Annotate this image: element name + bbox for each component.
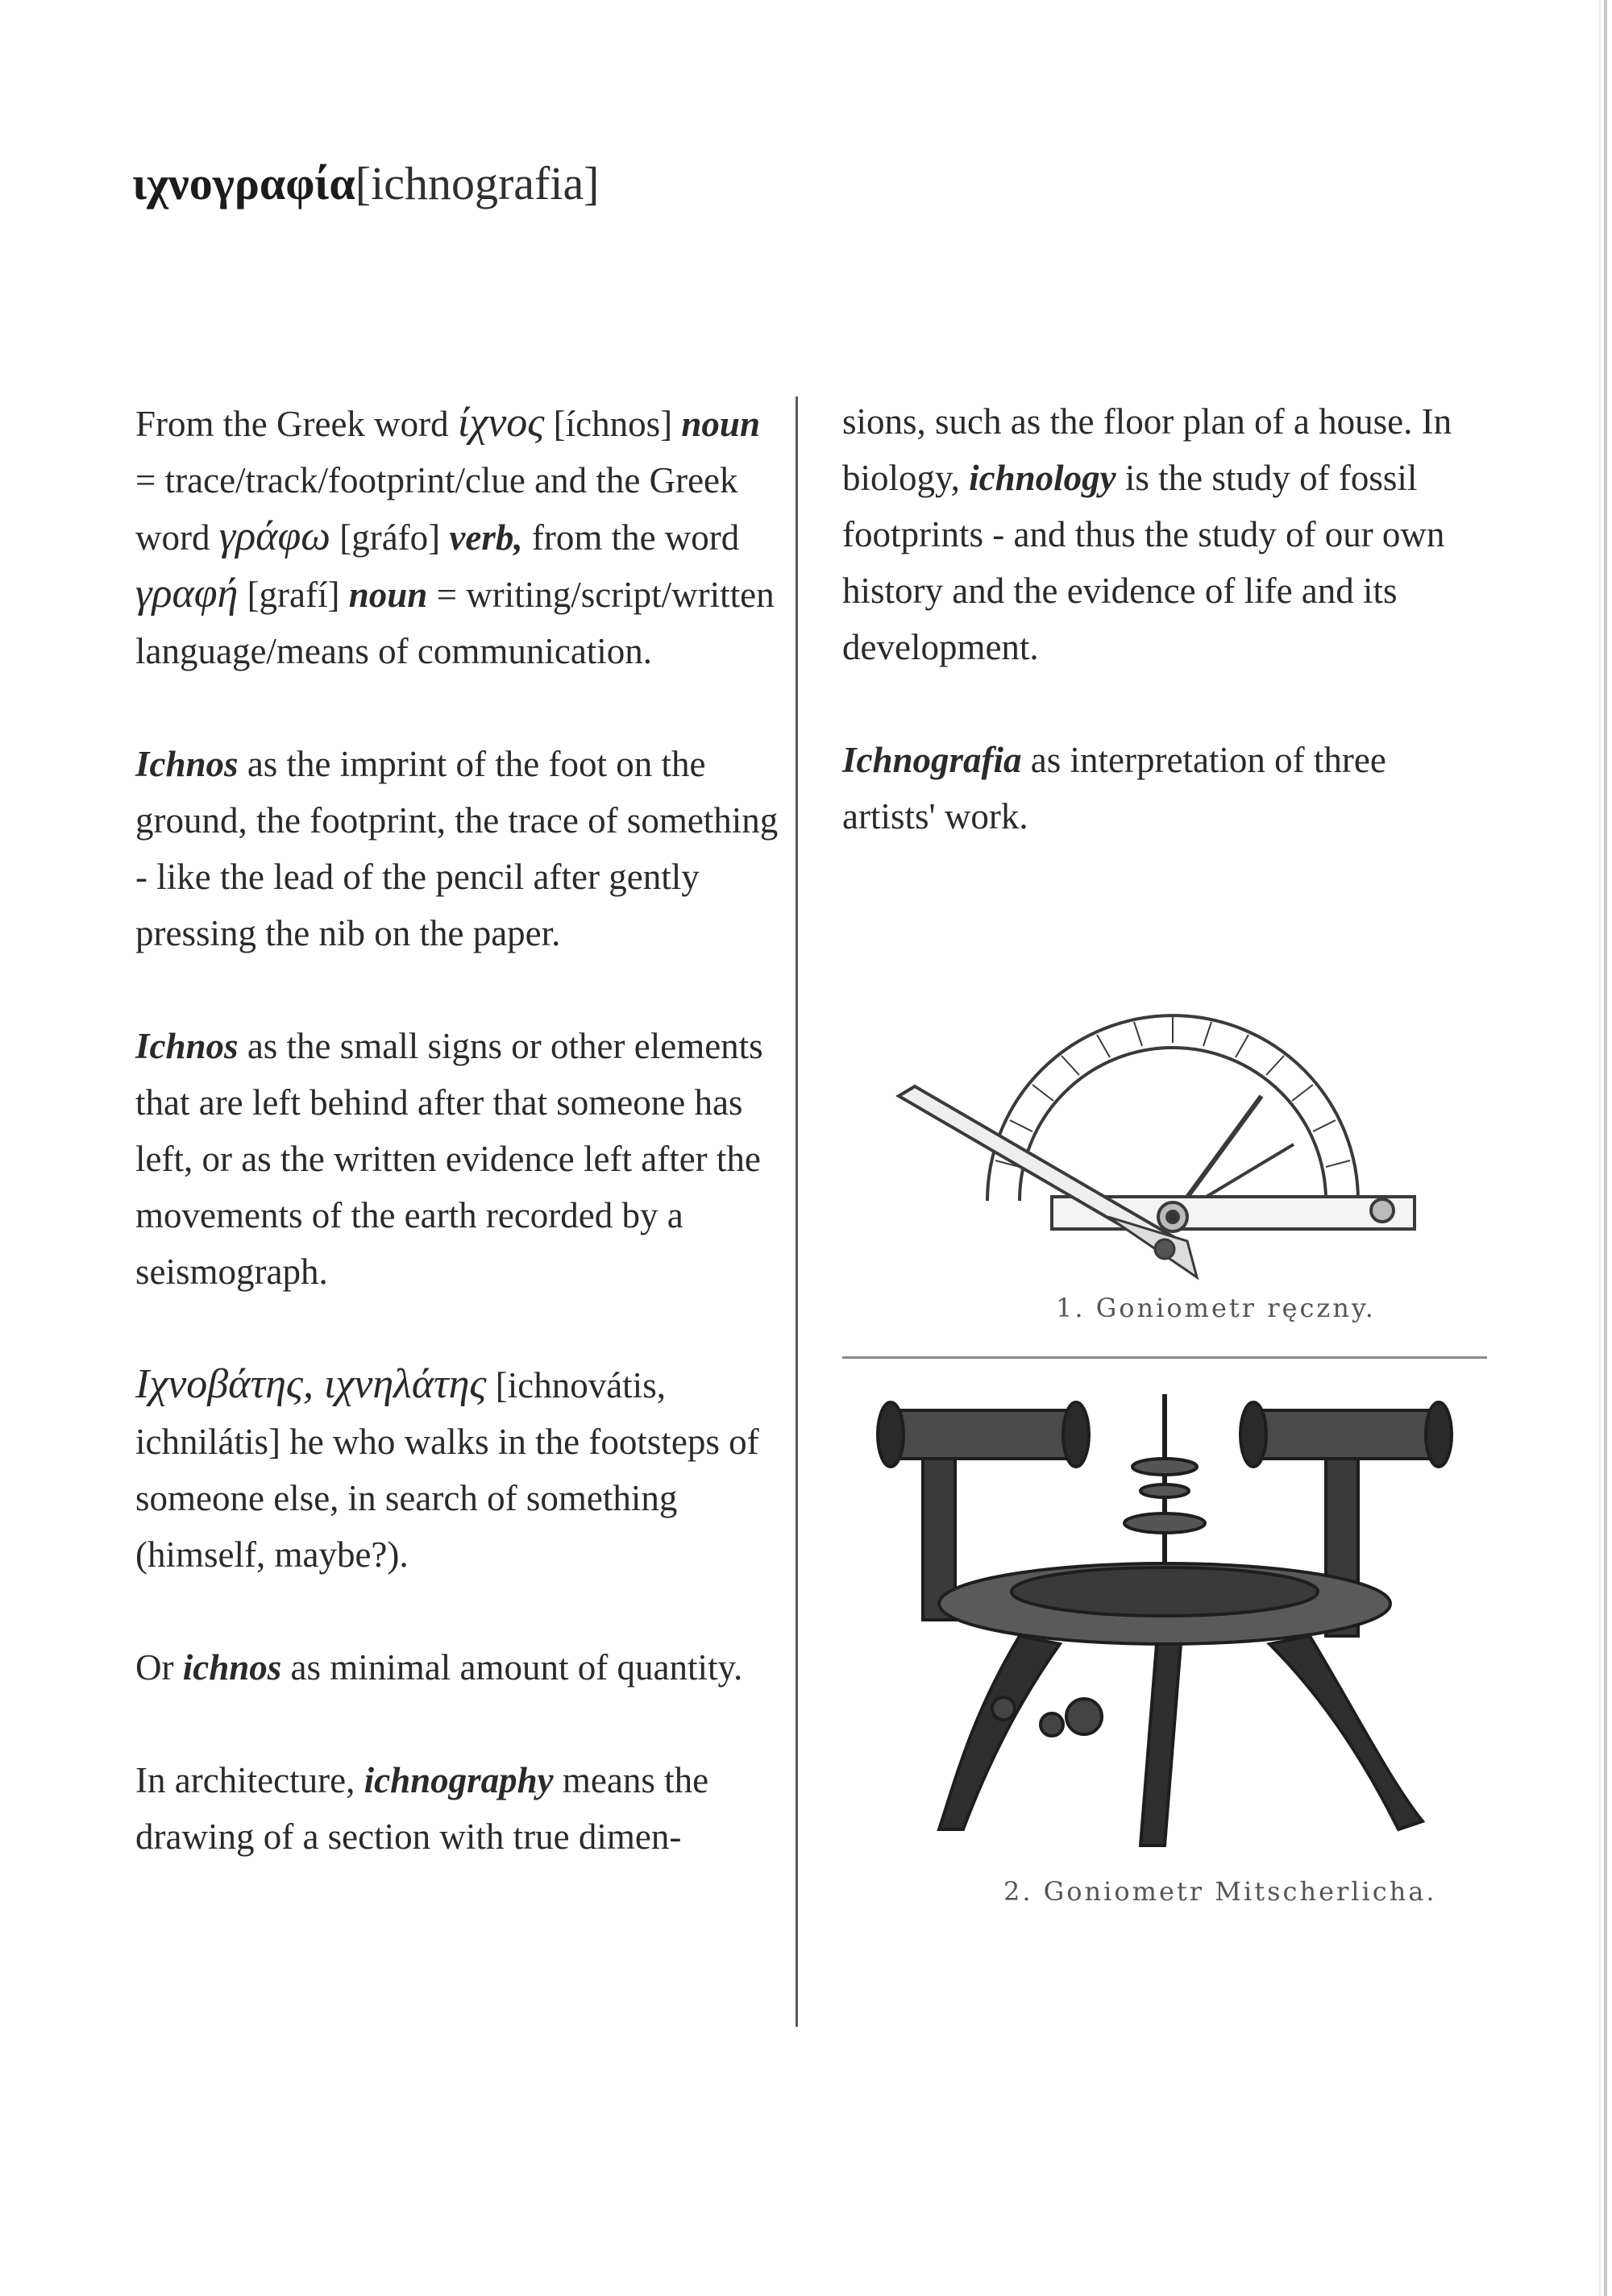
paragraph-biology <box>842 393 1487 675</box>
paragraph-ichnos-imprint <box>135 736 780 961</box>
page-edge-shadow <box>1599 0 1601 2296</box>
paragraph-etymology <box>135 395 780 679</box>
text: Or <box>135 1647 183 1688</box>
greek-word-grafi: γραφή <box>135 571 239 617</box>
text: sions, such as the floor plan of a house. In biology, <box>842 401 1452 498</box>
paragraph-interpretation <box>842 732 1487 845</box>
text: as minimal amount of quantity. <box>281 1647 743 1688</box>
word-class-verb: verb, <box>449 517 523 558</box>
greek-word-grafo: γράφω <box>218 513 330 559</box>
hand-goniometer-illustration <box>842 999 1487 1289</box>
left-column <box>135 395 780 1865</box>
paragraph-minimal-quantity <box>135 1639 780 1696</box>
text: From the Greek word <box>135 404 458 444</box>
title-transliteration: [ichnografia] <box>355 157 600 210</box>
text: as the imprint of the foot on the ground, the footprint, the trace of something - like the lead of the pencil after gently pressing the nib on the paper. <box>135 744 779 953</box>
text: In architecture, <box>135 1760 364 1800</box>
page-title <box>132 152 600 216</box>
word-class-noun: noun <box>681 404 760 444</box>
paragraph-ichnovatis <box>135 1356 780 1583</box>
figure-1-caption: 1. Goniometr ręczny. <box>1056 1293 1376 1323</box>
paragraph-ichnos-signs <box>135 1018 780 1300</box>
figure-separator <box>842 1356 1487 1359</box>
mitscherlich-goniometer-illustration <box>842 1378 1487 1862</box>
figure-mitscherlich-goniometer <box>842 1378 1487 1894</box>
text: [ichnovátis, ichnilátis] he who walks in the footsteps of someone else, in search of something (himself, maybe?). <box>135 1365 759 1575</box>
text: [grafí] <box>238 575 349 615</box>
page-edge <box>1604 0 1607 2296</box>
emphasis: ichnology <box>969 458 1116 498</box>
text: [gráfo] <box>330 517 450 558</box>
figure-2-caption: 2. Goniometr Mitscherlicha. <box>1003 1876 1437 1907</box>
emphasis: Ichnos <box>135 744 239 784</box>
paragraph-architecture <box>135 1752 780 1865</box>
text: = writing/script/written language/means of communication. <box>135 575 775 671</box>
right-column <box>842 393 1487 845</box>
greek-words: Ιχνοβάτης, ιχνηλάτης <box>135 1361 487 1407</box>
emphasis: ichnos <box>182 1647 282 1688</box>
column-divider <box>796 397 798 2027</box>
greek-word-ichnos: ίχνος <box>457 400 545 446</box>
word-class-noun: noun <box>348 575 428 615</box>
text: from the word <box>522 517 740 558</box>
text: is the study of fossil footprints - and thus the study of our own history and the evidence of life and its development. <box>842 458 1445 667</box>
emphasis: Ichnos <box>135 1026 239 1066</box>
text: = trace/track/footprint/clue and the Greek word <box>135 460 738 558</box>
emphasis: Ichnografia <box>842 740 1022 780</box>
text: as the small signs or other elements that are left behind after that someone has left, or as the written evidence left after the movements of the earth recorded by a seismograph. <box>135 1026 763 1292</box>
text: as interpretation of three artists' work. <box>842 740 1386 837</box>
text: [íchnos] <box>544 404 682 444</box>
figure-hand-goniometer <box>842 999 1487 1338</box>
title-greek: ιχνογραφία <box>132 157 355 210</box>
emphasis: ichnography <box>364 1760 554 1800</box>
text: means the drawing of a section with true dimen- <box>135 1760 709 1857</box>
